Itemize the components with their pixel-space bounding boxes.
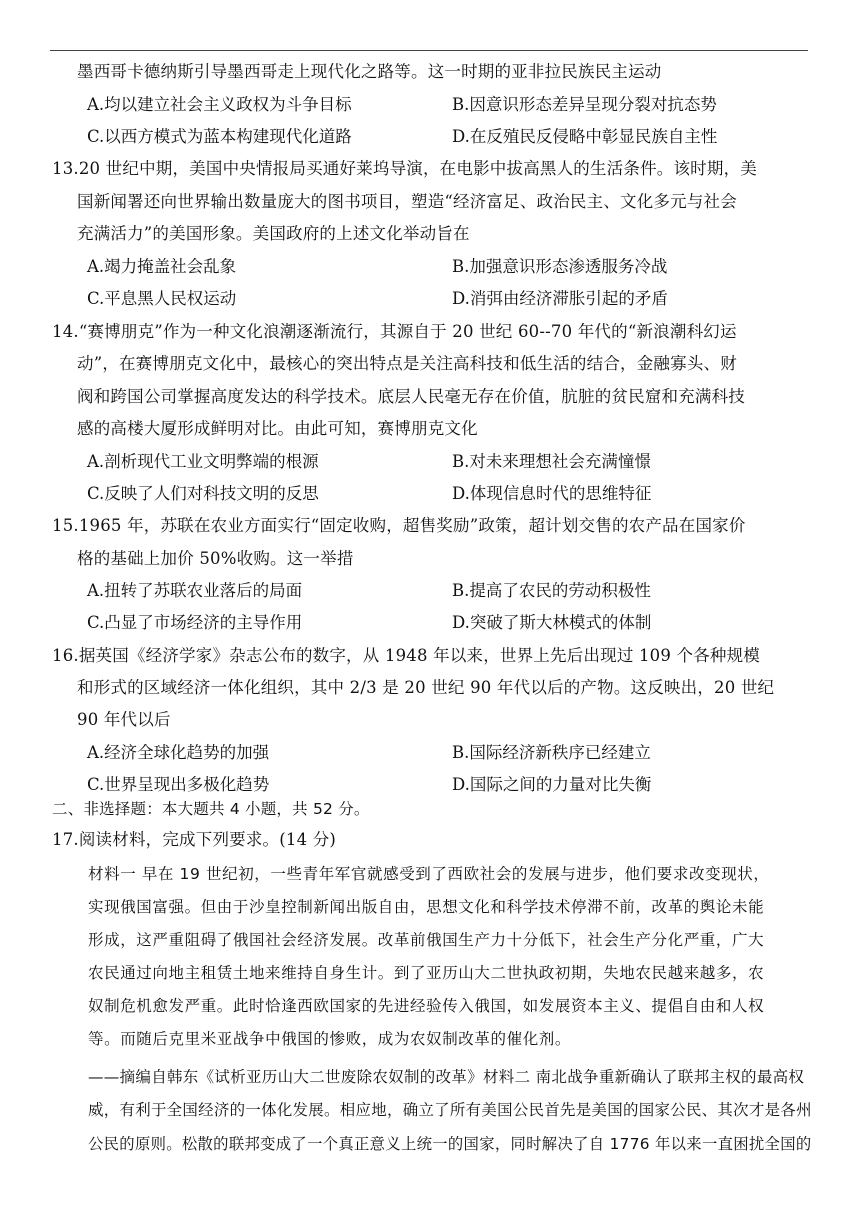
q17-material1-line-3: 形成，这严重阻碍了俄国社会经济发展。改革前俄国生产力十分低下，社会生产分化严重，广大 — [88, 931, 765, 949]
q15-stem-line-1: 15.1965 年，苏联在农业方面实行“固定收购，超售奖励”政策，超计划交售的农产品在国家价 — [52, 516, 746, 535]
q14-stem-line-3: 阀和跨国公司掌握高度发达的科学技术。底层人民毫无存在价值，肮脏的贫民窟和充满科技 — [77, 387, 745, 406]
q15-option-c: C.凸显了市场经济的主导作用 — [87, 613, 303, 632]
q13-option-a: A.竭力掩盖社会乱象 — [87, 257, 237, 276]
q16-option-b: B.国际经济新秩序已经建立 — [452, 743, 651, 762]
q17-title: 17.阅读材料，完成下列要求。(14 分) — [52, 830, 337, 849]
section-heading-nonchoice: 二、非选择题：本大题共 4 小题，共 52 分。 — [52, 800, 370, 818]
q17-material1-line-4: 农民通过向地主租赁土地来维持自身生计。到了亚历山大二世执政初期，失地农民越来越多，农 — [88, 964, 765, 982]
q16-option-a: A.经济全球化趋势的加强 — [87, 743, 270, 762]
q14-stem-line-2: 动”，在赛博朋克文化中，最核心的突出特点是关注高科技和低生活的结合，金融寡头、财 — [77, 354, 737, 373]
q17-material1-line-1: 材料一 早在 19 世纪初，一些青年军官就感受到了西欧社会的发展与进步，他们要求改变现状， — [88, 865, 770, 883]
q13-stem-line-2: 国新闻署还向世界输出数量庞大的图书项目，塑造“经济富足、政治民主、文化多元与社会 — [77, 192, 737, 211]
q13-option-c: C.平息黑人民权运动 — [87, 289, 237, 308]
q14-stem-line-4: 感的高楼大厦形成鲜明对比。由此可知，赛博朋克文化 — [77, 419, 478, 438]
q16-option-c: C.世界呈现出多极化趋势 — [87, 775, 270, 794]
header-rule — [50, 50, 808, 51]
q12-option-b: B.因意识形态差异呈现分裂对抗态势 — [452, 95, 717, 114]
q17-material1-line-6: 等。而随后克里米亚战争中俄国的惨败，成为农奴制改革的催化剂。 — [88, 1030, 572, 1048]
q16-stem-line-1: 16.据英国《经济学家》杂志公布的数字，从 1948 年以来，世界上先后出现过 109 个各种规模 — [52, 646, 761, 665]
q15-option-b: B.提高了农民的劳动积极性 — [452, 581, 651, 600]
q14-option-c: C.反映了人们对科技文明的反思 — [87, 484, 319, 503]
q12-stem-continuation: 墨西哥卡德纳斯引导墨西哥走上现代化之路等。这一时期的亚非拉民族民主运动 — [77, 62, 662, 81]
q16-stem-line-3: 90 年代以后 — [77, 710, 171, 729]
q13-option-d: D.消弭由经济滞胀引起的矛盾 — [452, 289, 668, 308]
q14-option-a: A.剖析现代工业文明弊端的根源 — [87, 452, 319, 471]
q12-option-c: C.以西方模式为蓝本构建现代化道路 — [87, 127, 352, 146]
q17-material1-line-5: 奴制危机愈发严重。此时恰逢西欧国家的先进经验传入俄国，如发展资本主义、提倡自由和人权 — [88, 997, 765, 1015]
q17-material2-line-3: 公民的原则。松散的联邦变成了一个真正意义上统一的国家，同时解决了自 1776 年以来一直困扰全国的 — [88, 1135, 812, 1153]
q14-stem-line-1: 14.“赛博朋克”作为一种文化浪潮逐渐流行，其源自于 20 世纪 60--70 年代的“新浪潮科幻运 — [52, 322, 737, 341]
q17-material2-line-1: ——摘编自韩东《试析亚历山大二世废除农奴制的改革》材料二 南北战争重新确认了联邦主权的最高权 — [88, 1068, 805, 1086]
q17-material2-line-2: 威，有利于全国经济的一体化发展。相应地，确立了所有美国公民首先是美国的国家公民、其次才是各州 — [88, 1101, 812, 1119]
q15-option-a: A.扭转了苏联农业落后的局面 — [87, 581, 303, 600]
q16-stem-line-2: 和形式的区域经济一体化组织，其中 2/3 是 20 世纪 90 年代以后的产物。这反映出，20 世纪 — [77, 678, 775, 697]
q12-option-d: D.在反殖民反侵略中彰显民族自主性 — [452, 127, 718, 146]
q17-material1-line-2: 实现俄国富强。但由于沙皇控制新闻出版自由，思想文化和科学技术停滞不前，改革的舆论未能 — [88, 898, 765, 916]
q13-stem-line-3: 充满活力”的美国形象。美国政府的上述文化举动旨在 — [77, 224, 470, 243]
q12-option-a: A.均以建立社会主义政权为斗争目标 — [87, 95, 352, 114]
q14-option-b: B.对未来理想社会充满憧憬 — [452, 452, 651, 471]
q13-option-b: B.加强意识形态渗透服务冷战 — [452, 257, 668, 276]
q13-stem-line-1: 13.20 世纪中期，美国中央情报局买通好莱坞导演，在电影中拔高黑人的生活条件。该时期，美 — [52, 159, 757, 178]
q14-option-d: D.体现信息时代的思维特征 — [452, 484, 652, 503]
q15-stem-line-2: 格的基础上加价 50%收购。这一举措 — [77, 549, 354, 568]
q16-option-d: D.国际之间的力量对比失衡 — [452, 775, 652, 794]
q15-option-d: D.突破了斯大林模式的体制 — [452, 613, 652, 632]
